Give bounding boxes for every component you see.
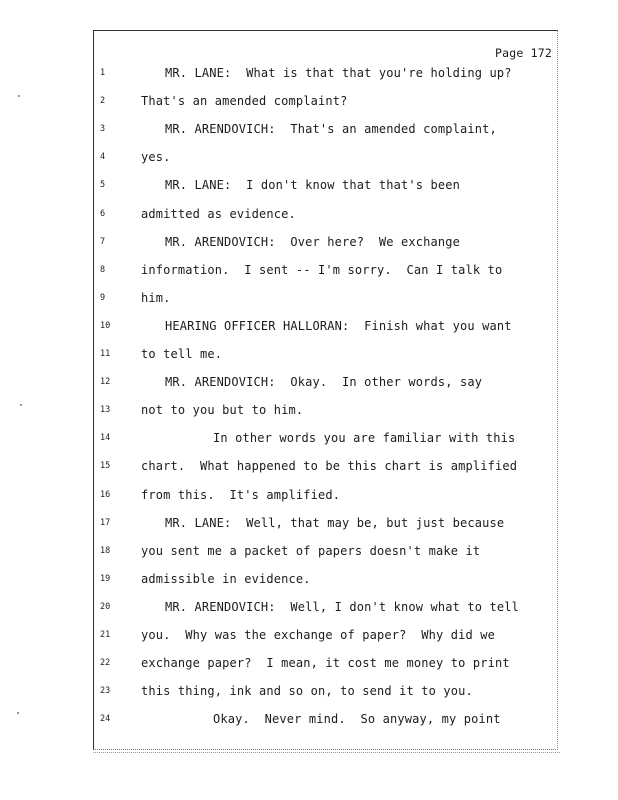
transcript-line	[0, 375, 618, 391]
line-number: 1	[100, 68, 106, 78]
line-text: information. I sent -- I'm sorry. Can I talk to	[141, 262, 503, 277]
transcript-line	[0, 712, 618, 728]
line-number: 2	[100, 96, 106, 107]
line-text: MR. ARENDOVICH: Well, I don't know what to tell	[165, 599, 519, 614]
line-text: to tell me.	[141, 347, 223, 361]
transcript-line	[0, 516, 618, 532]
line-text: MR. LANE: What is that that you're holding up?	[165, 66, 512, 80]
line-number: 14	[100, 433, 111, 444]
line-text: from this. It's amplified.	[141, 487, 341, 502]
transcript-line	[0, 263, 618, 279]
line-text: chart. What happened to be this chart is amplified	[141, 459, 518, 474]
line-number: 3	[100, 124, 106, 135]
transcript-line	[0, 628, 618, 644]
transcript-line	[0, 291, 618, 307]
line-text: you sent me a packet of papers doesn't make it	[141, 543, 481, 558]
line-number: 16	[100, 489, 111, 500]
line-number: 5	[100, 180, 106, 191]
transcript-line	[0, 684, 618, 700]
transcript-line	[0, 403, 618, 419]
line-number: 10	[100, 320, 111, 331]
line-number: 20	[100, 601, 111, 612]
line-number: 15	[100, 461, 111, 472]
line-number: 21	[100, 630, 111, 640]
line-text: MR. ARENDOVICH: Okay. In other words, say	[165, 375, 483, 390]
line-text: yes.	[141, 150, 171, 165]
line-number: 22	[100, 658, 111, 669]
line-number: 4	[100, 152, 106, 163]
line-text: MR. LANE: Well, that may be, but just because	[165, 515, 505, 530]
transcript-line	[0, 572, 618, 588]
line-text: you. Why was the exchange of paper? Why did we	[141, 628, 495, 642]
transcript-line	[0, 150, 618, 166]
page-bottom-rule	[93, 752, 560, 753]
transcript-line	[0, 178, 618, 194]
line-number: 7	[100, 236, 106, 247]
line-number: 19	[100, 573, 111, 584]
transcript-line	[0, 347, 618, 363]
transcript-line	[0, 319, 618, 335]
line-text: admitted as evidence.	[141, 206, 296, 221]
line-number: 13	[100, 405, 111, 416]
line-number: 11	[100, 349, 111, 359]
line-number: 12	[100, 377, 111, 388]
line-text: Okay. Never mind. So anyway, my point	[213, 712, 501, 727]
line-text: not to you but to him.	[141, 403, 304, 418]
transcript-line	[0, 235, 618, 251]
line-number: 18	[100, 545, 111, 556]
line-text: MR. LANE: I don't know that that's been	[165, 178, 460, 193]
line-text: this thing, ink and so on, to send it to you.	[141, 684, 473, 699]
line-number: 8	[100, 264, 106, 275]
line-number: 9	[100, 292, 106, 303]
transcript-line	[0, 600, 618, 616]
line-text: him.	[141, 290, 171, 305]
transcript-line	[0, 459, 618, 475]
transcript-line	[0, 207, 618, 223]
line-number: 17	[100, 517, 111, 528]
transcript-line	[0, 122, 618, 138]
transcript-line	[0, 431, 618, 447]
transcript-line	[0, 656, 618, 672]
transcript-line	[0, 488, 618, 504]
line-number: 24	[100, 714, 111, 725]
line-text: admissible in evidence.	[141, 571, 311, 586]
transcript-line	[0, 94, 618, 110]
line-text: That's an amended complaint?	[141, 94, 348, 109]
line-text: MR. ARENDOVICH: That's an amended complaint,	[165, 122, 497, 137]
line-text: HEARING OFFICER HALLORAN: Finish what you want	[165, 318, 512, 333]
line-text: In other words you are familiar with this	[213, 431, 516, 446]
line-text: exchange paper? I mean, it cost me money to print	[141, 656, 510, 671]
line-number: 6	[100, 208, 106, 219]
transcript-line	[0, 66, 618, 82]
line-number: 23	[100, 686, 111, 697]
page-number: Page 172	[495, 46, 552, 60]
transcript-line	[0, 544, 618, 560]
line-text: MR. ARENDOVICH: Over here? We exchange	[165, 234, 460, 249]
